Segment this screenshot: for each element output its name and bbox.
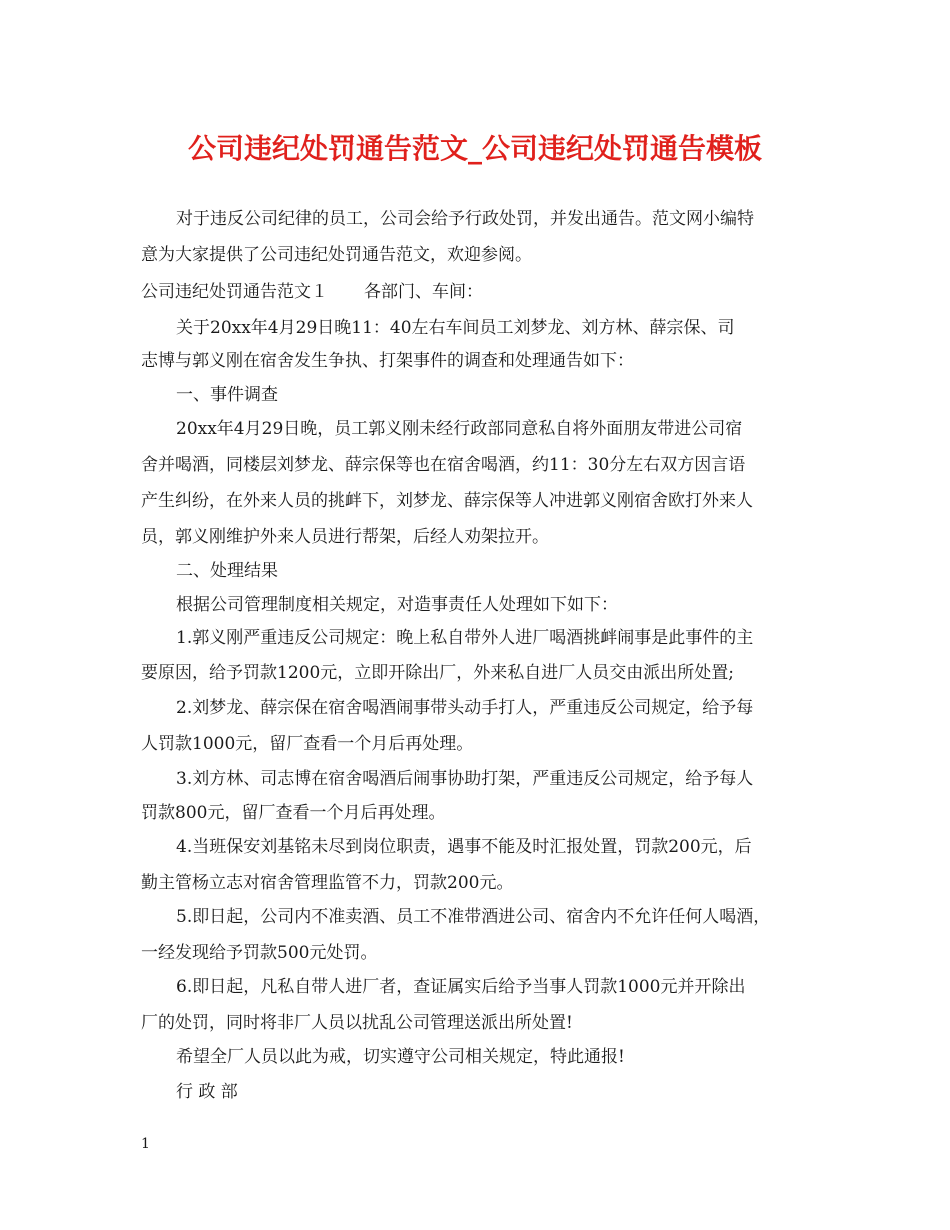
document-title: 公司违纪处罚通告范文_公司违纪处罚通告模板 [187,132,762,165]
list-item-line: 人罚款1000元，留厂查看一个月后再处理。 [141,734,474,754]
paragraph-line: 根据公司管理制度相关规定，对造事责任人处理如下如下： [176,595,618,615]
list-item-line: 6.即日起，凡私自带人进厂者，查证属实后给予当事人罚款1000元并开除出 [176,977,746,997]
intro-line: 对于违反公司纪律的员工，公司会给予行政处罚，并发出通告。范文网小编特 [176,209,754,229]
example-heading: 公司违纪处罚通告范文１ [141,282,328,302]
signature: 行 政 部 [176,1082,238,1102]
closing-line: 希望全厂人员以此为戒，切实遵守公司相关规定，特此通报! [176,1047,625,1067]
intro-line: 意为大家提供了公司违纪处罚通告范文，欢迎参阅。 [141,245,532,265]
list-item-line: 3.刘方林、司志博在宿舍喝酒后闹事协助打架，严重违反公司规定，给予每人 [176,769,754,789]
list-item-line: 5.即日起，公司内不准卖酒、员工不准带酒进公司、宿舍内不允许任何人喝酒， [176,907,771,927]
list-item-line: 4.当班保安刘基铭未尽到岗位职责，遇事不能及时汇报处置，罚款200元，后 [176,837,752,857]
list-item-line: 厂的处罚，同时将非厂人员以扰乱公司管理送派出所处置! [141,1013,573,1033]
paragraph-line: 舍并喝酒，同楼层刘梦龙、薛宗保等也在宿舍喝酒，约11：30分左右双方因言语 [141,455,746,475]
section-title: 一、事件调查 [176,385,278,405]
paragraph-line: 产生纠纷，在外来人员的挑衅下，刘梦龙、薛宗保等人冲进郭义刚宿舍欧打外来人 [141,491,753,511]
addressee: 各部门、车间： [364,282,483,302]
paragraph-line: 员，郭义刚维护外来人员进行帮架，后经人劝架拉开。 [141,527,549,547]
example-heading-row [141,280,483,304]
paragraph-line: 关于20xx年4月29日晚11：40左右车间员工刘梦龙、刘方林、薛宗保、司 [176,318,735,338]
list-item-line: 1.郭义刚严重违反公司规定：晚上私自带外人进厂喝酒挑衅闹事是此事件的主 [176,628,754,648]
page-number: 1 [141,1136,150,1152]
list-item-line: 罚款800元，留厂查看一个月后再处理。 [141,803,446,823]
paragraph-line: 20xx年4月29日晚，员工郭义刚未经行政部同意私自将外面朋友带进公司宿 [176,419,743,439]
paragraph-line: 志博与郭义刚在宿舍发生争执、打架事件的调查和处理通告如下： [141,351,634,371]
list-item-line: 2.刘梦龙、薛宗保在宿舍喝酒闹事带头动手打人，严重违反公司规定，给予每 [176,698,754,718]
list-item-line: 勤主管杨立志对宿舍管理监管不力，罚款200元。 [141,873,514,893]
list-item-line: 要原因，给予罚款1200元，立即开除出厂，外来私自进厂人员交由派出所处置; [141,663,734,683]
list-item-line: 一经发现给予罚款500元处罚。 [141,943,378,963]
section-title: 二、处理结果 [176,561,278,581]
